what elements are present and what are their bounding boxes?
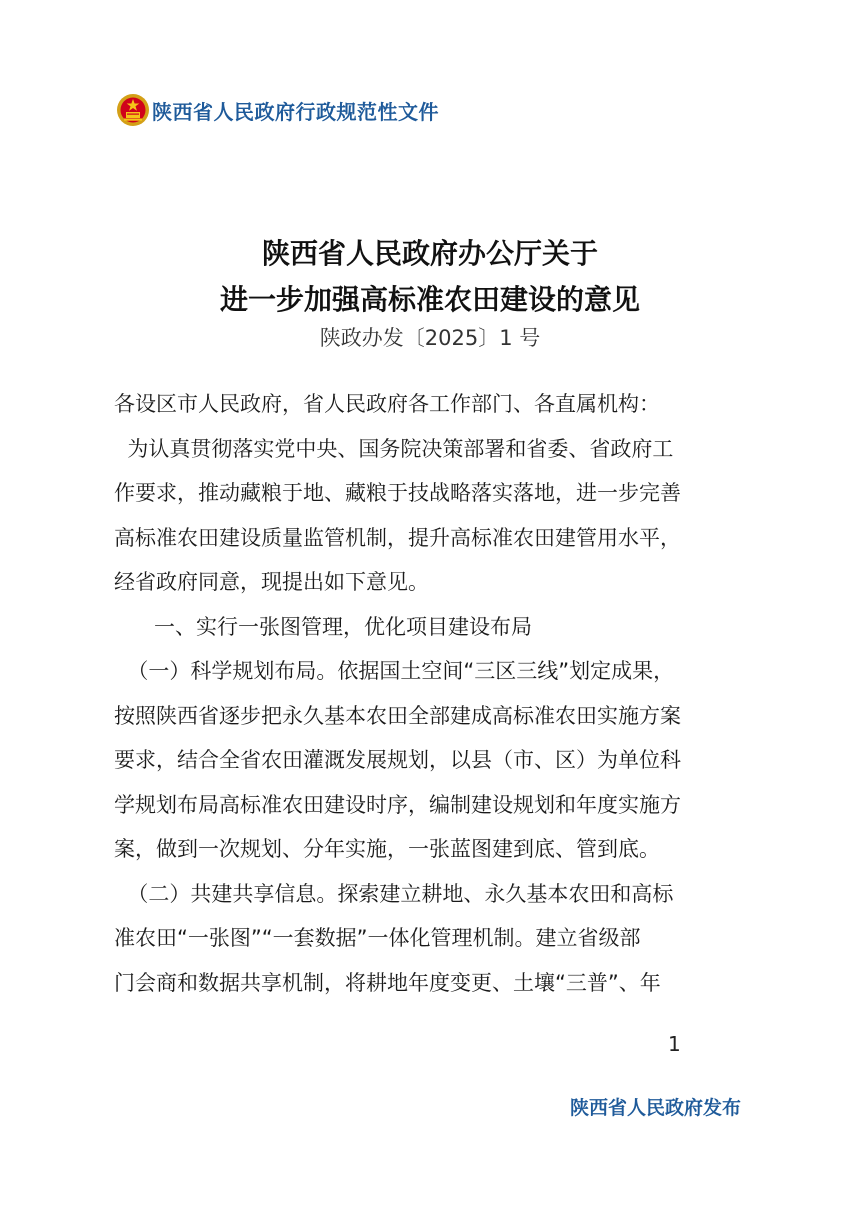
document-body <box>114 382 764 1005</box>
body-line: 准农田“一张图”“一套数据”一体化管理机制。建立省级部 <box>114 926 641 950</box>
page-number: 1 <box>668 1032 681 1056</box>
national-emblem-icon <box>116 93 150 127</box>
publisher-footer: 陕西省人民政府发布 <box>570 1097 742 1119</box>
body-line: 作要求，推动藏粮于地、藏粮于技战略落实落地，进一步完善 <box>114 481 681 505</box>
document-title-line-1: 陕西省人民政府办公厅关于 <box>261 237 598 270</box>
body-line: 按照陕西省逐步把永久基本农田全部建成高标准农田实施方案 <box>114 703 681 728</box>
body-line: 高标准农田建设质量监管机制，提升高标准农田建管用水平， <box>114 525 681 550</box>
body-line: （一）科学规划布局。依据国土空间“三区三线”划定成果， <box>114 659 675 683</box>
body-line: 为认真贯彻落实党中央、国务院决策部署和省委、省政府工 <box>114 436 674 461</box>
body-line: 各设区市人民政府，省人民政府各工作部门、各直属机构： <box>114 392 660 416</box>
body-line: 经省政府同意，现提出如下意见。 <box>114 570 429 594</box>
body-line: 学规划布局高标准农田建设时序，编制建设规划和年度实施方 <box>114 792 681 817</box>
document-number: 陕政办发〔2025〕1 号 <box>319 326 541 350</box>
body-line: 案，做到一次规划、分年实施，一张蓝图建到底、管到底。 <box>114 837 660 861</box>
document-header <box>116 90 439 130</box>
body-line: 门会商和数据共享机制，将耕地年度变更、土壤“三普”、年 <box>114 970 661 995</box>
body-line: （二）共建共享信息。探索建立耕地、永久基本农田和高标 <box>114 881 674 906</box>
header-title: 陕西省人民政府行政规范性文件 <box>152 99 439 124</box>
section-heading: 一、实行一张图管理，优化项目建设布局 <box>114 614 533 639</box>
document-title-line-2: 进一步加强高标准农田建设的意见 <box>219 283 640 316</box>
body-line: 要求，结合全省农田灌溉发展规划，以县（市、区）为单位科 <box>114 748 681 772</box>
